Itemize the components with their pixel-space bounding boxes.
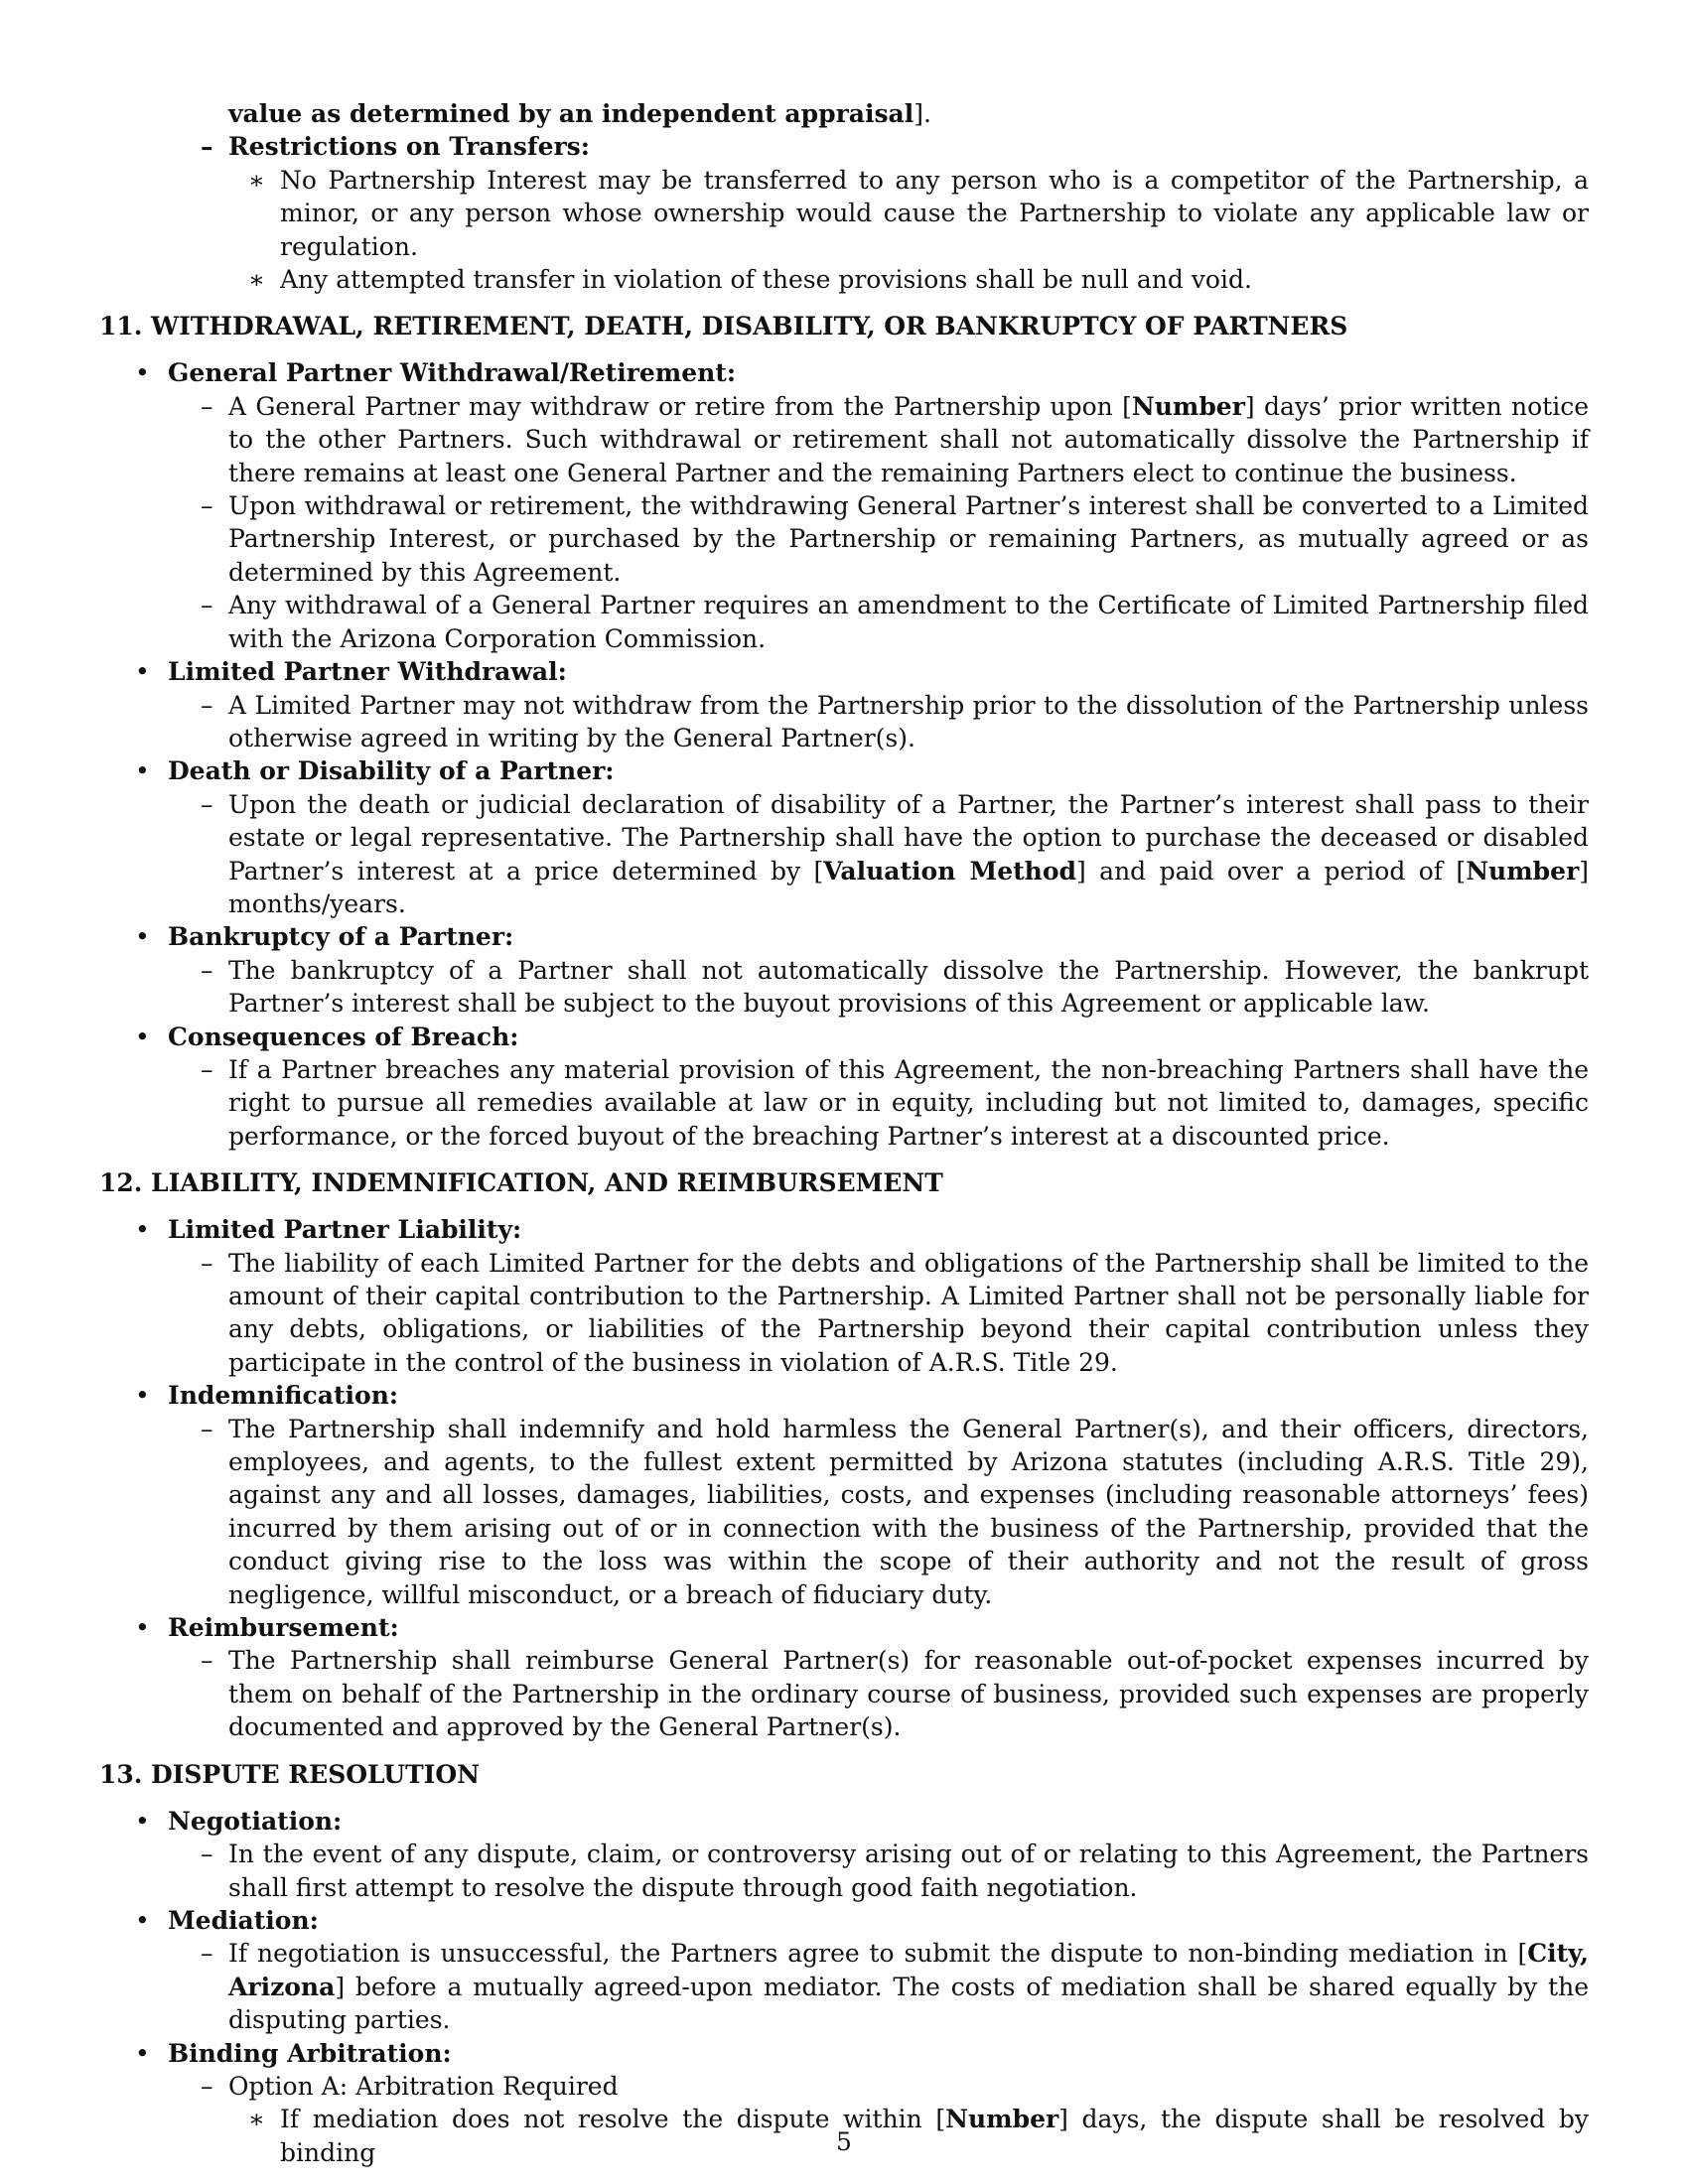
section-13-heading — [99, 1758, 1589, 1791]
section-title: DISPUTE RESOLUTION — [151, 1759, 480, 1789]
transfers-item-2: ∗ Any attempted transfer in violation of these provisions shall be null and void. — [99, 263, 1589, 296]
reimbursement-item-1: – The Partnership shall reimburse General Partner(s) for reasonable out-of-pocket expenses incurred by them on behalf of the Partnership in the ordinary course of business, provided such expenses are properly documented and approved by the General Partner(s). — [99, 1644, 1589, 1743]
carryover-line — [99, 97, 1589, 130]
carryover-bold: value as determined by an independent appraisal — [228, 99, 914, 128]
section-number: 13. — [99, 1759, 143, 1789]
death-item-1 — [99, 788, 1589, 921]
lp-withdrawal-heading: • Limited Partner Withdrawal: — [99, 655, 1589, 688]
placeholder-field: Valuation Method — [823, 856, 1076, 886]
placeholder-field: Number — [1131, 391, 1245, 421]
document-page — [99, 97, 1589, 2169]
bankruptcy-item-1: – The bankruptcy of a Partner shall not automatically dissolve the Partnership. However, the bankrupt Partner’s interest shall be subject to the buyout provisions of this Agreement or applicable law. — [99, 954, 1589, 1021]
reimbursement-heading: • Reimbursement: — [99, 1611, 1589, 1644]
text-run: If mediation does not resolve the dispute within [ — [280, 2105, 946, 2134]
indemnification-item-1: – The Partnership shall indemnify and hold harmless the General Partner(s), and their officers, directors, employees, and agents, to the fullest extent permitted by Arizona statutes (including A.R.S. Title 29), against any and all losses, damages, liabilities, costs, and expenses (including reasonable attorneys’ fees) incurred by them arising out of or in connection with the business of the Partnership, provided that the conduct giving rise to the loss was within the scope of their authority and not the result of gross negligence, willful misconduct, or a breach of fiduciary duty. — [99, 1413, 1589, 1611]
placeholder-field: Number — [945, 2105, 1059, 2134]
carryover-tail: ]. — [914, 99, 931, 128]
section-11-heading — [99, 310, 1589, 342]
breach-item-1: – If a Partner breaches any material provision of this Agreement, the non-breaching Partners shall have the right to pursue all remedies available at law or in equity, including but not limited to, damages, specific performance, or the forced buyout of the breaching Partner’s interest at a discounted price. — [99, 1053, 1589, 1153]
gp-withdrawal-item-1 — [99, 390, 1589, 489]
text-run: ] days, the dispute shall be resolved by binding — [280, 2105, 1589, 2167]
bankruptcy-heading: • Bankruptcy of a Partner: — [99, 920, 1589, 953]
breach-heading: • Consequences of Breach: — [99, 1021, 1589, 1053]
negotiation-item-1: – In the event of any dispute, claim, or controversy arising out of or relating to this Agreement, the Partners shall first attempt to resolve the dispute through good faith negotiation. — [99, 1838, 1589, 1904]
negotiation-heading: • Negotiation: — [99, 1805, 1589, 1838]
placeholder-field: City, Arizona — [228, 1939, 1589, 2001]
text-run: ] and paid over a period of [ — [1076, 856, 1467, 886]
section-title: LIABILITY, INDEMNIFICATION, AND REIMBURSEMENT — [151, 1168, 943, 1198]
text-run: If negotiation is unsuccessful, the Partners agree to submit the dispute to non-binding mediation in [ — [228, 1939, 1528, 1969]
lp-withdrawal-item-1: – A Limited Partner may not withdraw from the Partnership prior to the dissolution of the Partnership unless otherwise agreed in writing by the General Partner(s). — [99, 689, 1589, 755]
gp-withdrawal-item-3: – Any withdrawal of a General Partner requires an amendment to the Certificate of Limited Partnership filed with the Arizona Corporation Commission. — [99, 589, 1589, 655]
section-number: 12. — [99, 1168, 143, 1198]
indemnification-heading: • Indemnification: — [99, 1379, 1589, 1412]
placeholder-field: Number — [1466, 856, 1580, 886]
lp-liability-item-1: – The liability of each Limited Partner for the debts and obligations of the Partnership shall be limited to the amount of their capital contribution to the Partnership. A Limited Partner shall not be personally liable for any debts, obligations, or liabilities of the Partnership beyond their capital contribution unless they participate in the control of the business in violation of A.R.S. Title 29. — [99, 1247, 1589, 1380]
page-number: 5 — [836, 2127, 852, 2156]
gp-withdrawal-item-2: – Upon withdrawal or retirement, the withdrawing General Partner’s interest shall be converted to a Limited Partnership Interest, or purchased by the Partnership or remaining Partners, as mutually agreed or as determined by this Agreement. — [99, 489, 1589, 589]
lp-liability-heading: • Limited Partner Liability: — [99, 1213, 1589, 1246]
text-run: Upon the death or judicial declaration of disability of a Partner, the Partner’s interest shall pass to their estate or legal representative. The Partnership shall have the option to purchase the deceased or disabled Partner’s interest at a price determined by [ — [228, 789, 1589, 886]
death-heading: • Death or Disability of a Partner: — [99, 754, 1589, 787]
gp-withdrawal-heading: • General Partner Withdrawal/Retirement: — [99, 356, 1589, 389]
mediation-item-1 — [99, 1937, 1589, 2036]
text-run: ] before a mutually agreed-upon mediator. The costs of mediation shall be shared equally by the disputing parties. — [228, 1972, 1589, 2035]
mediation-heading: • Mediation: — [99, 1904, 1589, 1937]
arbitration-option: – Option A: Arbitration Required — [99, 2070, 1589, 2103]
section-title: WITHDRAWAL, RETIREMENT, DEATH, DISABILITY, OR BANKRUPTCY OF PARTNERS — [151, 312, 1348, 341]
section-number: 11. — [99, 312, 143, 341]
text-run: ] days’ prior written notice to the other Partners. Such withdrawal or retirement shall not automatically dissolve the Partnership if there remains at least one General Partner and the remaining Partners elect to continue the business. — [228, 391, 1589, 487]
text-run: A General Partner may withdraw or retire from the Partnership upon [ — [228, 391, 1132, 421]
transfers-item-1: ∗ No Partnership Interest may be transferred to any person who is a competitor of the Partnership, a minor, or any person whose ownership would cause the Partnership to violate any applicable law or regulation. — [99, 164, 1589, 263]
section-12-heading — [99, 1166, 1589, 1199]
arbitration-heading: • Binding Arbitration: — [99, 2037, 1589, 2070]
transfers-heading: – Restrictions on Transfers: — [99, 130, 1589, 163]
text-run: ] months/years. — [228, 856, 1590, 918]
